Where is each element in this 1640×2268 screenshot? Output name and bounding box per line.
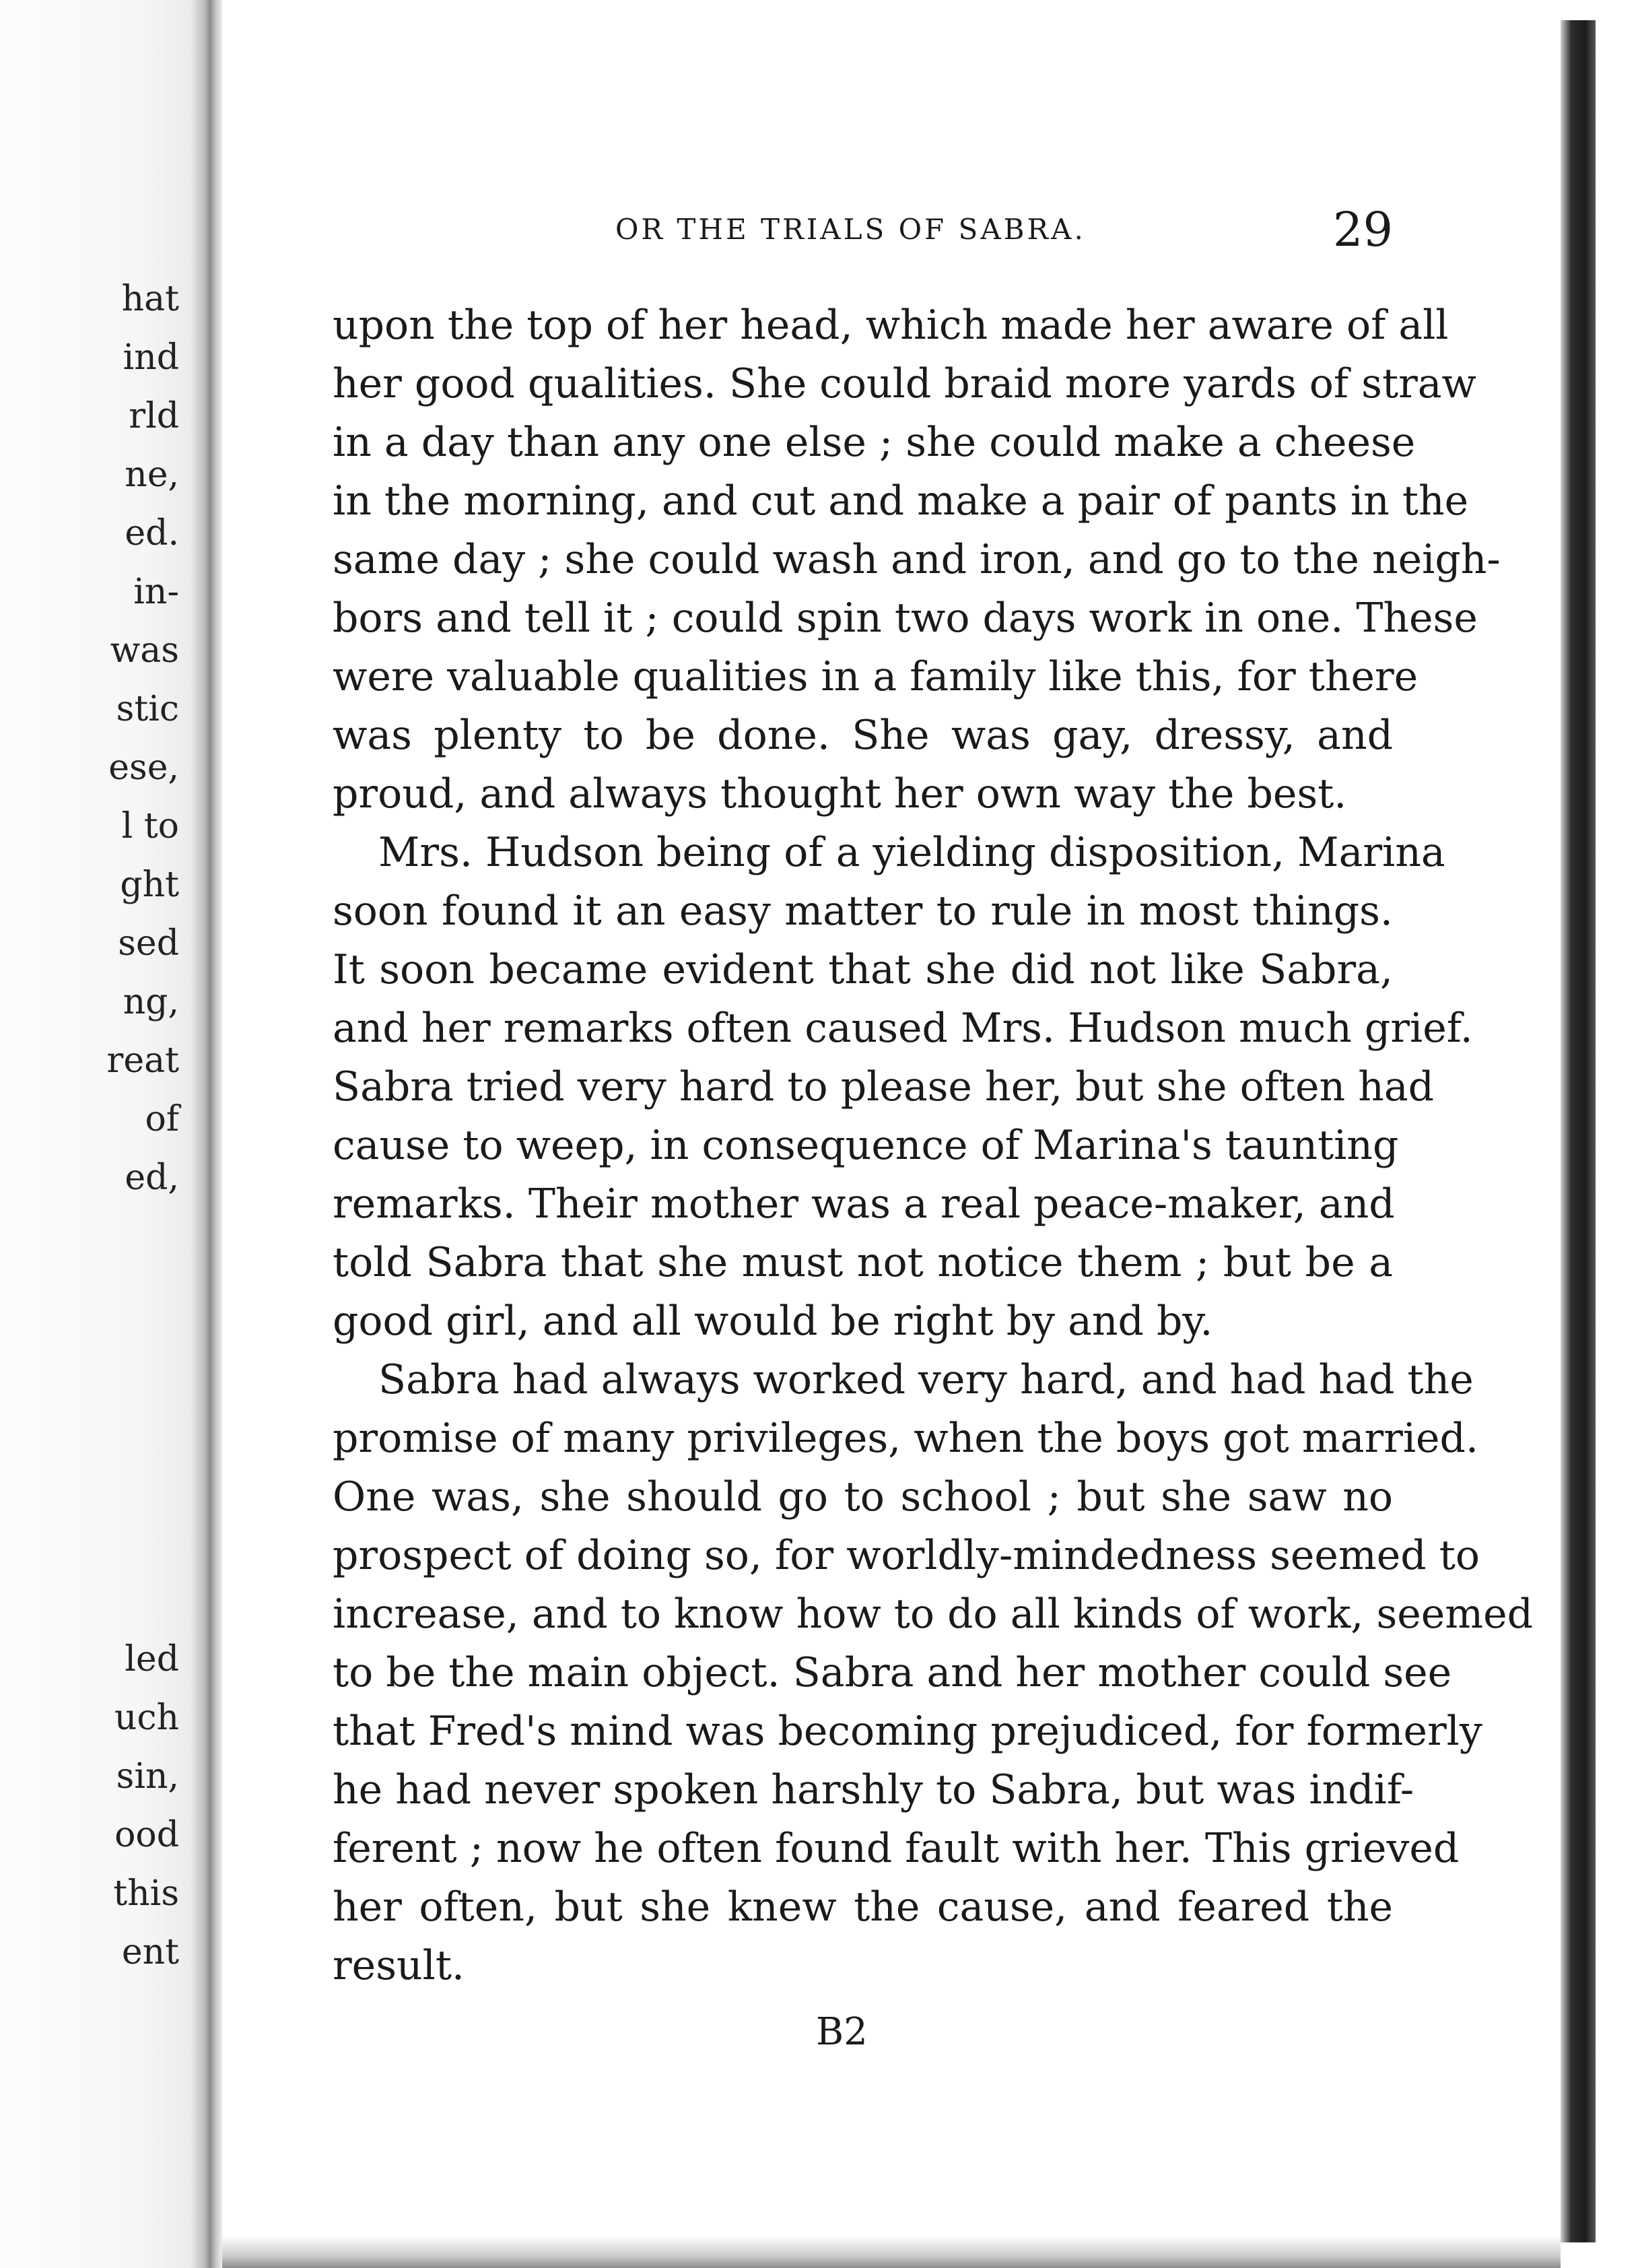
text-line: Mrs. Hudson being of a yielding disposition, Marina [378,829,1445,876]
text-line: result. [333,1942,465,1989]
facing-page-fragment: ed. [125,513,179,554]
text-line: in the morning, and cut and make a pair of pants in the [333,477,1469,525]
page-bottom-shadow [222,2236,1561,2268]
book-gutter [191,0,222,2268]
text-line: It soon became evident that she did not like Sabra, [333,946,1393,993]
facing-page-fragment: ne, [125,455,179,495]
facing-page-fragment: reat [106,1040,179,1081]
text-line: same day ; she could wash and iron, and go to the neigh- [333,536,1501,583]
facing-page-fragment: hat [121,279,179,319]
text-line: soon found it an easy matter to rule in most things. [333,888,1393,935]
text-line: Sabra had always worked very hard, and had had the [378,1356,1474,1403]
text-line: and her remarks often caused Mrs. Hudson much grief. [333,1005,1473,1052]
facing-page-fragment: stic [116,689,179,729]
text-line: cause to weep, in consequence of Marina's taunting [333,1122,1399,1169]
page-header [333,202,1393,256]
facing-page-fragment: sin, [116,1756,179,1797]
text-line: One was, she should go to school ; but she saw no [333,1473,1393,1521]
text-line: her often, but she knew the cause, and feared the [333,1883,1393,1931]
facing-page-fragment: this [113,1873,179,1914]
facing-page-fragment: uch [114,1698,179,1738]
text-line: ferent ; now he often found fault with her. This grieved [333,1825,1460,1872]
facing-page-fragment: ent [121,1932,179,1972]
facing-page-fragment: led [125,1639,179,1679]
text-line: increase, and to know how to do all kinds of work, seemed [333,1591,1534,1638]
facing-page-fragment: ind [123,337,179,378]
facing-page-fragment: sed [118,923,179,964]
text-line: good girl, and all would be right by and by. [333,1298,1213,1345]
text-line: to be the main object. Sabra and her mother could see [333,1649,1452,1696]
text-line: promise of many privileges, when the boys got married. [333,1415,1479,1462]
running-head: OR THE TRIALS OF SABRA. [615,213,1086,246]
text-line: remarks. Their mother was a real peace-maker, and [333,1180,1395,1228]
text-line: prospect of doing so, for worldly-mindedness seemed to [333,1532,1480,1579]
text-line: her good qualities. She could braid more yards of straw [333,360,1476,407]
facing-page-fragment: ght [120,865,179,905]
text-line: proud, and always thought her own way the best. [333,770,1347,818]
text-line: bors and tell it ; could spin two days work in one. These [333,595,1478,642]
page-edge-shadow [1561,20,1596,2242]
text-line: were valuable qualities in a family like this, for there [333,653,1419,700]
text-line: in a day than any one else ; she could make a cheese [333,419,1416,466]
body-text [333,296,1534,1995]
facing-page-fragment: of [145,1099,179,1139]
facing-page-fragment: ed, [125,1158,179,1198]
facing-page-fragment: ood [114,1815,179,1855]
scan-margin [1596,0,1640,2268]
facing-page-fragment: was [110,630,179,671]
text-line: was plenty to be done. She was gay, dressy, and [333,712,1393,759]
facing-page-fragment: l to [121,806,179,846]
facing-page [0,0,202,2268]
text-line: told Sabra that she must not notice them ; but be a [333,1239,1393,1286]
facing-page-fragment: ese, [108,747,179,788]
text-line: that Fred's mind was becoming prejudiced, for formerly [333,1708,1482,1755]
facing-page-fragment: in- [133,572,179,612]
signature-mark: B2 [816,2010,868,2054]
text-line: upon the top of her head, which made her aware of all [333,302,1449,349]
facing-page-fragment: rld [129,396,179,436]
text-line: he had never spoken harshly to Sabra, but was indif- [333,1766,1414,1813]
text-line: Sabra tried very hard to please her, but she often had [333,1063,1435,1110]
facing-page-fragment: ng, [123,982,179,1022]
page-number: 29 [1332,202,1393,257]
